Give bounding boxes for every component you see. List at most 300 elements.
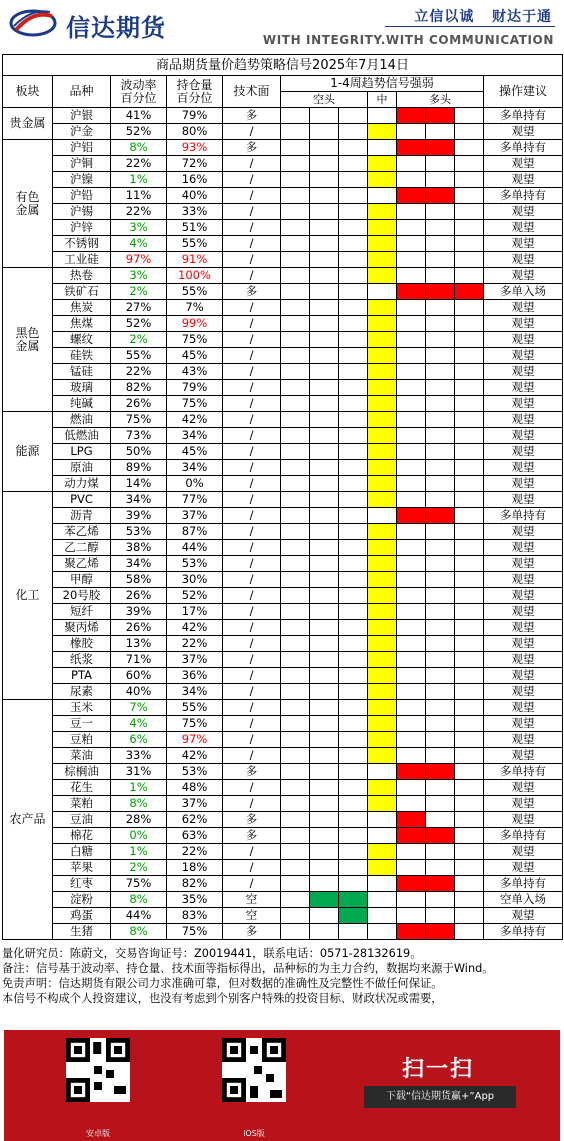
signal-cell xyxy=(397,604,426,620)
signal-table-body xyxy=(3,55,563,940)
signal-cell xyxy=(339,892,368,908)
signal-cell xyxy=(426,428,455,444)
signal-cell xyxy=(310,828,339,844)
ios-qr-code[interactable] xyxy=(222,1038,286,1102)
variety-cell: 螺纹 xyxy=(53,332,111,348)
signal-cell xyxy=(426,524,455,540)
signal-cell xyxy=(310,124,339,140)
variety-cell: 沪铅 xyxy=(53,188,111,204)
advice-cell: 空单入场 xyxy=(484,892,563,908)
technical-cell: / xyxy=(223,156,281,172)
variety-cell: 沥青 xyxy=(53,508,111,524)
signal-cell xyxy=(339,812,368,828)
open-interest-cell: 63% xyxy=(167,828,223,844)
signal-cell xyxy=(310,428,339,444)
signal-cell xyxy=(426,412,455,428)
signal-cell xyxy=(455,316,484,332)
advice-cell: 观望 xyxy=(484,604,563,620)
signal-cell xyxy=(426,908,455,924)
signal-cell xyxy=(455,348,484,364)
technical-cell: / xyxy=(223,620,281,636)
signal-cell xyxy=(455,364,484,380)
table-title: 商品期货量价趋势策略信号2025年7月14日 xyxy=(3,55,563,76)
open-interest-cell: 82% xyxy=(167,876,223,892)
technical-cell: 多 xyxy=(223,812,281,828)
signal-cell xyxy=(310,380,339,396)
table-row xyxy=(3,668,563,684)
signal-cell xyxy=(455,412,484,428)
signal-cell xyxy=(281,876,310,892)
volatility-cell: 27% xyxy=(111,300,167,316)
volatility-cell: 22% xyxy=(111,156,167,172)
volatility-cell: 34% xyxy=(111,492,167,508)
signal-cell xyxy=(281,236,310,252)
signal-cell xyxy=(397,876,426,892)
technical-cell: 多 xyxy=(223,764,281,780)
advice-cell: 观望 xyxy=(484,268,563,284)
signal-cell xyxy=(281,204,310,220)
signal-cell xyxy=(455,140,484,156)
table-row xyxy=(3,300,563,316)
technical-cell: / xyxy=(223,124,281,140)
android-qr-code[interactable] xyxy=(66,1038,130,1102)
variety-cell: 玻璃 xyxy=(53,380,111,396)
open-interest-cell: 37% xyxy=(167,796,223,812)
technical-cell: / xyxy=(223,380,281,396)
volatility-cell: 1% xyxy=(111,780,167,796)
open-interest-cell: 51% xyxy=(167,220,223,236)
download-app-button[interactable]: 下载“信达期货赢+”App xyxy=(364,1086,516,1108)
variety-cell: 甲醇 xyxy=(53,572,111,588)
signal-cell xyxy=(426,492,455,508)
signal-cell xyxy=(339,380,368,396)
signal-cell xyxy=(339,284,368,300)
signal-cell xyxy=(368,188,397,204)
table-row xyxy=(3,620,563,636)
signal-cell xyxy=(339,316,368,332)
technical-cell: 多 xyxy=(223,828,281,844)
signal-cell xyxy=(281,252,310,268)
open-interest-cell: 87% xyxy=(167,524,223,540)
signal-cell xyxy=(455,668,484,684)
advice-cell: 多单持有 xyxy=(484,108,563,124)
advice-cell: 观望 xyxy=(484,812,563,828)
signal-cell xyxy=(281,220,310,236)
signal-cell xyxy=(339,700,368,716)
table-row xyxy=(3,268,563,284)
signal-cell xyxy=(368,844,397,860)
advice-cell: 观望 xyxy=(484,796,563,812)
signal-cell xyxy=(397,524,426,540)
signal-cell xyxy=(281,332,310,348)
technical-cell: / xyxy=(223,300,281,316)
signal-cell xyxy=(426,300,455,316)
signal-cell xyxy=(339,764,368,780)
signal-cell xyxy=(281,764,310,780)
signal-cell xyxy=(397,588,426,604)
signal-cell xyxy=(426,108,455,124)
signal-cell xyxy=(426,284,455,300)
advice-cell: 观望 xyxy=(484,780,563,796)
open-interest-cell: 33% xyxy=(167,204,223,220)
signal-cell xyxy=(426,364,455,380)
signal-cell xyxy=(339,348,368,364)
volatility-cell: 31% xyxy=(111,764,167,780)
signal-cell xyxy=(426,348,455,364)
table-row xyxy=(3,556,563,572)
technical-cell: / xyxy=(223,604,281,620)
signal-cell xyxy=(397,220,426,236)
header-advice: 操作建议 xyxy=(484,76,563,108)
signal-cell xyxy=(397,108,426,124)
technical-cell: 多 xyxy=(223,924,281,940)
signal-cell xyxy=(310,700,339,716)
signal-cell xyxy=(368,428,397,444)
signal-cell xyxy=(397,252,426,268)
signal-cell xyxy=(339,236,368,252)
signal-cell xyxy=(455,300,484,316)
open-interest-cell: 22% xyxy=(167,844,223,860)
volatility-cell: 60% xyxy=(111,668,167,684)
signal-cell xyxy=(339,252,368,268)
signal-table xyxy=(2,54,563,940)
advice-cell: 多单持有 xyxy=(484,764,563,780)
table-row xyxy=(3,780,563,796)
open-interest-cell: 53% xyxy=(167,764,223,780)
signal-cell xyxy=(368,172,397,188)
signal-cell xyxy=(455,764,484,780)
variety-cell: 苯乙烯 xyxy=(53,524,111,540)
volatility-cell: 1% xyxy=(111,844,167,860)
signal-cell xyxy=(281,124,310,140)
variety-cell: 焦煤 xyxy=(53,316,111,332)
signal-cell xyxy=(310,844,339,860)
technical-cell: / xyxy=(223,332,281,348)
signal-cell xyxy=(368,140,397,156)
volatility-cell: 22% xyxy=(111,204,167,220)
signal-cell xyxy=(368,796,397,812)
signal-cell xyxy=(455,780,484,796)
table-row xyxy=(3,700,563,716)
technical-cell: / xyxy=(223,860,281,876)
signal-cell xyxy=(455,716,484,732)
advice-cell: 观望 xyxy=(484,124,563,140)
volatility-cell: 71% xyxy=(111,652,167,668)
signal-cell xyxy=(310,188,339,204)
open-interest-cell: 53% xyxy=(167,556,223,572)
signal-cell xyxy=(426,924,455,940)
technical-cell: / xyxy=(223,796,281,812)
signal-cell xyxy=(281,748,310,764)
variety-cell: 沪镍 xyxy=(53,172,111,188)
advice-cell: 观望 xyxy=(484,220,563,236)
signal-cell xyxy=(339,748,368,764)
signal-cell xyxy=(426,668,455,684)
table-row xyxy=(3,508,563,524)
variety-cell: 纸浆 xyxy=(53,652,111,668)
signal-cell xyxy=(339,540,368,556)
signal-cell xyxy=(310,220,339,236)
signal-cell xyxy=(368,444,397,460)
volatility-cell: 11% xyxy=(111,188,167,204)
technical-cell: / xyxy=(223,524,281,540)
header-volatility-line1: 波动率 xyxy=(120,77,157,92)
advice-cell: 观望 xyxy=(484,204,563,220)
signal-cell xyxy=(397,188,426,204)
advice-cell: 观望 xyxy=(484,492,563,508)
table-row xyxy=(3,892,563,908)
volatility-cell: 52% xyxy=(111,124,167,140)
variety-cell: LPG xyxy=(53,444,111,460)
header-sector: 板块 xyxy=(3,76,53,108)
signal-cell xyxy=(281,604,310,620)
variety-cell: 聚丙烯 xyxy=(53,620,111,636)
signal-cell xyxy=(455,428,484,444)
open-interest-cell: 75% xyxy=(167,924,223,940)
open-interest-cell: 100% xyxy=(167,268,223,284)
signal-cell xyxy=(426,460,455,476)
signal-cell xyxy=(455,508,484,524)
signal-cell xyxy=(281,796,310,812)
signal-cell xyxy=(397,908,426,924)
advice-cell: 观望 xyxy=(484,172,563,188)
signal-cell xyxy=(339,620,368,636)
open-interest-cell: 52% xyxy=(167,588,223,604)
signal-cell xyxy=(426,220,455,236)
signal-cell xyxy=(426,796,455,812)
open-interest-cell: 75% xyxy=(167,716,223,732)
technical-cell: / xyxy=(223,508,281,524)
sector-cell: 贵金属 xyxy=(3,108,53,140)
slogan-left: 立信以诚 xyxy=(414,9,475,25)
technical-cell: / xyxy=(223,748,281,764)
open-interest-cell: 16% xyxy=(167,172,223,188)
signal-cell xyxy=(397,476,426,492)
signal-cell xyxy=(455,460,484,476)
open-interest-cell: 35% xyxy=(167,892,223,908)
signal-cell xyxy=(368,716,397,732)
signal-cell xyxy=(426,140,455,156)
sector-cell: 黑色金属 xyxy=(3,268,53,412)
signal-cell xyxy=(281,460,310,476)
table-row xyxy=(3,652,563,668)
brand-name: 信达期货 xyxy=(66,14,166,42)
signal-cell xyxy=(281,844,310,860)
volatility-cell: 58% xyxy=(111,572,167,588)
signal-cell xyxy=(281,828,310,844)
signal-cell xyxy=(426,860,455,876)
volatility-cell: 97% xyxy=(111,252,167,268)
signal-cell xyxy=(310,860,339,876)
signal-cell xyxy=(339,140,368,156)
technical-cell: / xyxy=(223,396,281,412)
open-interest-cell: 37% xyxy=(167,652,223,668)
table-row xyxy=(3,380,563,396)
signal-cell xyxy=(281,716,310,732)
signal-cell xyxy=(368,204,397,220)
volatility-cell: 52% xyxy=(111,316,167,332)
signal-cell xyxy=(339,860,368,876)
variety-cell: 棉花 xyxy=(53,828,111,844)
signal-cell xyxy=(426,588,455,604)
android-label: 安卓版 xyxy=(86,1129,110,1138)
signal-cell xyxy=(310,508,339,524)
signal-cell xyxy=(426,684,455,700)
open-interest-cell: 45% xyxy=(167,348,223,364)
signal-cell xyxy=(339,332,368,348)
signal-cell xyxy=(397,268,426,284)
open-interest-cell: 43% xyxy=(167,364,223,380)
signal-cell xyxy=(281,924,310,940)
technical-cell: 多 xyxy=(223,140,281,156)
volatility-cell: 41% xyxy=(111,108,167,124)
signal-cell xyxy=(368,412,397,428)
technical-cell: / xyxy=(223,204,281,220)
table-row xyxy=(3,636,563,652)
open-interest-cell: 7% xyxy=(167,300,223,316)
signal-cell xyxy=(281,380,310,396)
signal-cell xyxy=(310,476,339,492)
signal-cell xyxy=(397,812,426,828)
signal-cell xyxy=(397,556,426,572)
signal-cell xyxy=(426,380,455,396)
advice-cell: 观望 xyxy=(484,556,563,572)
signal-cell xyxy=(339,444,368,460)
signal-cell xyxy=(426,636,455,652)
signal-cell xyxy=(368,572,397,588)
volatility-cell: 55% xyxy=(111,348,167,364)
technical-cell: / xyxy=(223,572,281,588)
signal-cell xyxy=(455,188,484,204)
signal-cell xyxy=(426,652,455,668)
variety-cell: 动力煤 xyxy=(53,476,111,492)
signal-cell xyxy=(426,444,455,460)
table-row xyxy=(3,572,563,588)
volatility-cell: 28% xyxy=(111,812,167,828)
signal-cell xyxy=(310,684,339,700)
signal-cell xyxy=(281,108,310,124)
open-interest-cell: 37% xyxy=(167,508,223,524)
signal-cell xyxy=(368,860,397,876)
advice-cell: 观望 xyxy=(484,476,563,492)
signal-cell xyxy=(368,348,397,364)
variety-cell: 硅铁 xyxy=(53,348,111,364)
volatility-cell: 2% xyxy=(111,860,167,876)
advice-cell: 观望 xyxy=(484,668,563,684)
signal-cell xyxy=(455,492,484,508)
variety-cell: 热卷 xyxy=(53,268,111,284)
signal-cell xyxy=(397,732,426,748)
scan-text: 扫一扫 xyxy=(402,1057,475,1082)
signal-cell xyxy=(455,636,484,652)
variety-cell: 花生 xyxy=(53,780,111,796)
signal-cell xyxy=(455,156,484,172)
open-interest-cell: 97% xyxy=(167,732,223,748)
variety-cell: 沪金 xyxy=(53,124,111,140)
open-interest-cell: 42% xyxy=(167,748,223,764)
signal-cell xyxy=(397,716,426,732)
table-row xyxy=(3,428,563,444)
motto: WITH INTEGRITY.WITH COMMUNICATION xyxy=(262,33,554,47)
advice-cell: 观望 xyxy=(484,588,563,604)
advice-cell: 观望 xyxy=(484,444,563,460)
open-interest-cell: 79% xyxy=(167,380,223,396)
signal-cell xyxy=(310,556,339,572)
volatility-cell: 82% xyxy=(111,380,167,396)
volatility-cell: 4% xyxy=(111,236,167,252)
header-oi-line2: 百分位 xyxy=(176,90,213,105)
signal-cell xyxy=(310,364,339,380)
variety-cell: 橡胶 xyxy=(53,636,111,652)
signal-cell xyxy=(368,748,397,764)
advice-cell: 观望 xyxy=(484,860,563,876)
variety-cell: 燃油 xyxy=(53,412,111,428)
signal-cell xyxy=(281,588,310,604)
signal-cell xyxy=(455,444,484,460)
signal-cell xyxy=(455,284,484,300)
advice-cell: 观望 xyxy=(484,716,563,732)
signal-cell xyxy=(310,636,339,652)
signal-cell xyxy=(426,604,455,620)
open-interest-cell: 55% xyxy=(167,700,223,716)
signal-cell xyxy=(455,684,484,700)
variety-cell: 菜粕 xyxy=(53,796,111,812)
signal-cell xyxy=(426,204,455,220)
volatility-cell: 26% xyxy=(111,620,167,636)
table-row xyxy=(3,732,563,748)
header-signal-group: 1-4周趋势信号强弱 xyxy=(281,76,484,92)
signal-cell xyxy=(397,380,426,396)
signal-cell xyxy=(281,540,310,556)
variety-cell: 沪铜 xyxy=(53,156,111,172)
open-interest-cell: 77% xyxy=(167,492,223,508)
technical-cell: / xyxy=(223,460,281,476)
technical-cell: / xyxy=(223,236,281,252)
technical-cell: / xyxy=(223,220,281,236)
signal-cell xyxy=(368,492,397,508)
advice-cell: 观望 xyxy=(484,620,563,636)
table-row xyxy=(3,444,563,460)
signal-cell xyxy=(281,668,310,684)
signal-cell xyxy=(368,396,397,412)
open-interest-cell: 75% xyxy=(167,396,223,412)
volatility-cell: 89% xyxy=(111,460,167,476)
signal-cell xyxy=(281,620,310,636)
signal-cell xyxy=(339,268,368,284)
signal-cell xyxy=(339,652,368,668)
header-open-interest xyxy=(167,76,223,108)
signal-cell xyxy=(281,188,310,204)
table-row xyxy=(3,204,563,220)
header-volatility xyxy=(111,76,167,108)
signal-cell xyxy=(455,876,484,892)
open-interest-cell: 30% xyxy=(167,572,223,588)
table-row xyxy=(3,764,563,780)
signal-cell xyxy=(281,140,310,156)
volatility-cell: 40% xyxy=(111,684,167,700)
signal-cell xyxy=(339,876,368,892)
advice-cell: 观望 xyxy=(484,428,563,444)
signal-cell xyxy=(310,604,339,620)
signal-cell xyxy=(339,124,368,140)
signal-cell xyxy=(426,780,455,796)
open-interest-cell: 79% xyxy=(167,108,223,124)
technical-cell: / xyxy=(223,684,281,700)
signal-cell xyxy=(455,748,484,764)
signal-cell xyxy=(455,556,484,572)
signal-cell xyxy=(310,780,339,796)
advice-cell: 观望 xyxy=(484,700,563,716)
